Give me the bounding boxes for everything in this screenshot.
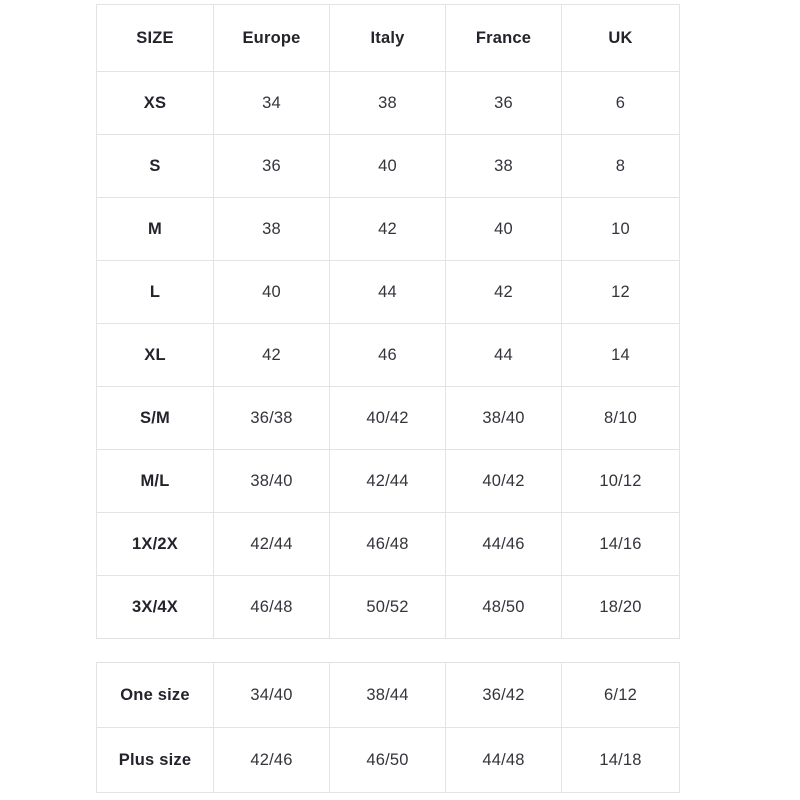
cell-europe: 46/48 xyxy=(214,576,330,639)
table-row xyxy=(97,387,680,450)
cell-europe: 38/40 xyxy=(214,450,330,513)
table-body xyxy=(97,663,680,793)
cell-italy: 40/42 xyxy=(330,387,446,450)
cell-italy: 40 xyxy=(330,135,446,198)
cell-uk: 6 xyxy=(562,72,680,135)
row-label: Plus size xyxy=(97,728,214,793)
cell-uk: 8/10 xyxy=(562,387,680,450)
cell-italy: 46 xyxy=(330,324,446,387)
cell-france: 40/42 xyxy=(446,450,562,513)
cell-italy: 44 xyxy=(330,261,446,324)
column-header-france: France xyxy=(446,5,562,72)
cell-france: 48/50 xyxy=(446,576,562,639)
cell-uk: 14/18 xyxy=(562,728,680,793)
cell-france: 42 xyxy=(446,261,562,324)
cell-italy: 42 xyxy=(330,198,446,261)
cell-europe: 34/40 xyxy=(214,663,330,728)
cell-uk: 8 xyxy=(562,135,680,198)
table-row xyxy=(97,663,680,728)
row-label: M xyxy=(97,198,214,261)
row-label: M/L xyxy=(97,450,214,513)
table-body xyxy=(97,72,680,639)
cell-uk: 14 xyxy=(562,324,680,387)
row-label: XL xyxy=(97,324,214,387)
cell-europe: 40 xyxy=(214,261,330,324)
row-label: L xyxy=(97,261,214,324)
cell-france: 38/40 xyxy=(446,387,562,450)
table-row xyxy=(97,450,680,513)
cell-france: 44/46 xyxy=(446,513,562,576)
cell-italy: 38 xyxy=(330,72,446,135)
secondary-size-table-container xyxy=(96,662,679,793)
one-size-conversion-table xyxy=(96,662,680,793)
table-row xyxy=(97,576,680,639)
cell-europe: 42/46 xyxy=(214,728,330,793)
table-row xyxy=(97,728,680,793)
cell-europe: 38 xyxy=(214,198,330,261)
cell-italy: 50/52 xyxy=(330,576,446,639)
international-size-conversion-table xyxy=(96,4,680,639)
cell-uk: 6/12 xyxy=(562,663,680,728)
cell-uk: 10/12 xyxy=(562,450,680,513)
table-row xyxy=(97,72,680,135)
column-header-italy: Italy xyxy=(330,5,446,72)
row-label: 1X/2X xyxy=(97,513,214,576)
cell-france: 40 xyxy=(446,198,562,261)
table-row xyxy=(97,324,680,387)
column-header-europe: Europe xyxy=(214,5,330,72)
cell-italy: 46/50 xyxy=(330,728,446,793)
cell-uk: 14/16 xyxy=(562,513,680,576)
cell-france: 38 xyxy=(446,135,562,198)
table-row xyxy=(97,135,680,198)
cell-france: 44 xyxy=(446,324,562,387)
cell-france: 36 xyxy=(446,72,562,135)
cell-uk: 18/20 xyxy=(562,576,680,639)
row-label: S/M xyxy=(97,387,214,450)
cell-europe: 36/38 xyxy=(214,387,330,450)
table-header xyxy=(97,5,680,72)
cell-france: 36/42 xyxy=(446,663,562,728)
column-header-size: SIZE xyxy=(97,5,214,72)
cell-europe: 42 xyxy=(214,324,330,387)
cell-europe: 34 xyxy=(214,72,330,135)
cell-italy: 46/48 xyxy=(330,513,446,576)
table-row xyxy=(97,198,680,261)
cell-france: 44/48 xyxy=(446,728,562,793)
table-header-row xyxy=(97,5,680,72)
table-row xyxy=(97,513,680,576)
cell-europe: 42/44 xyxy=(214,513,330,576)
cell-italy: 42/44 xyxy=(330,450,446,513)
main-size-table-container xyxy=(96,4,679,639)
cell-uk: 10 xyxy=(562,198,680,261)
row-label: S xyxy=(97,135,214,198)
row-label: XS xyxy=(97,72,214,135)
cell-uk: 12 xyxy=(562,261,680,324)
row-label: One size xyxy=(97,663,214,728)
cell-italy: 38/44 xyxy=(330,663,446,728)
column-header-uk: UK xyxy=(562,5,680,72)
cell-europe: 36 xyxy=(214,135,330,198)
row-label: 3X/4X xyxy=(97,576,214,639)
table-row xyxy=(97,261,680,324)
